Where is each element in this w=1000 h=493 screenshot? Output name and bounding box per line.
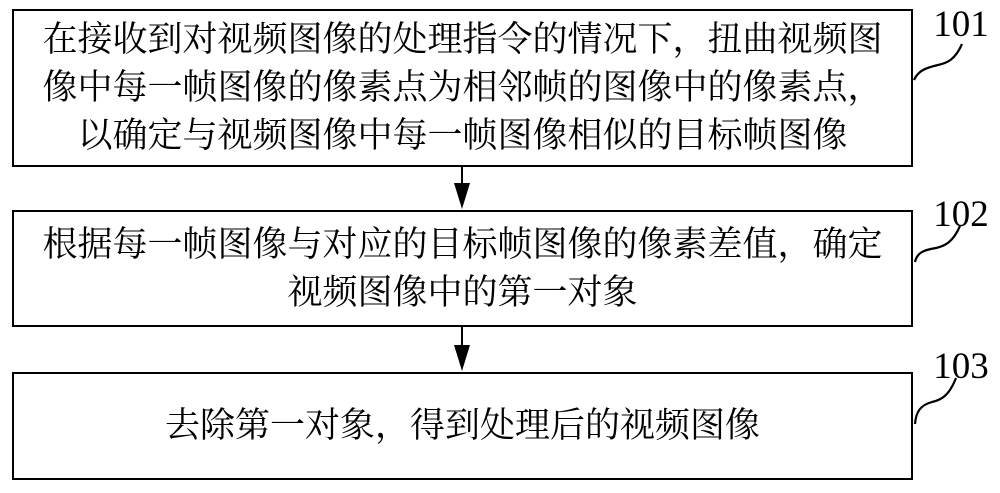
step-box-103 — [12, 372, 913, 480]
step-102-text-line-1: 根据每一帧图像与对应的目标帧图像的像素差值，确定 — [42, 224, 883, 264]
step-box-101 — [12, 9, 913, 167]
leader-curve-101 — [914, 44, 962, 80]
step-101-text-line-3: 以确定与视频图像中每一帧图像相似的目标帧图像 — [77, 116, 848, 155]
arrow-head-2-icon — [454, 345, 470, 371]
ref-numeral-102: 102 — [933, 194, 989, 235]
step-102-text-line-2: 视频图像中的第一对象 — [287, 272, 638, 312]
step-box-102 — [12, 210, 913, 327]
ref-numeral-101: 101 — [933, 4, 989, 45]
arrow-head-1-icon — [454, 183, 470, 209]
step-101-text-line-1: 在接收到对视频图像的处理指令的情况下，扭曲视频图 — [42, 20, 883, 59]
ref-numeral-103: 103 — [933, 346, 989, 387]
step-101-text-line-2: 像中每一帧图像的像素点为相邻帧的图像中的像素点， — [42, 68, 883, 107]
step-103-text-line-1: 去除第一对象，得到处理后的视频图像 — [164, 406, 760, 445]
